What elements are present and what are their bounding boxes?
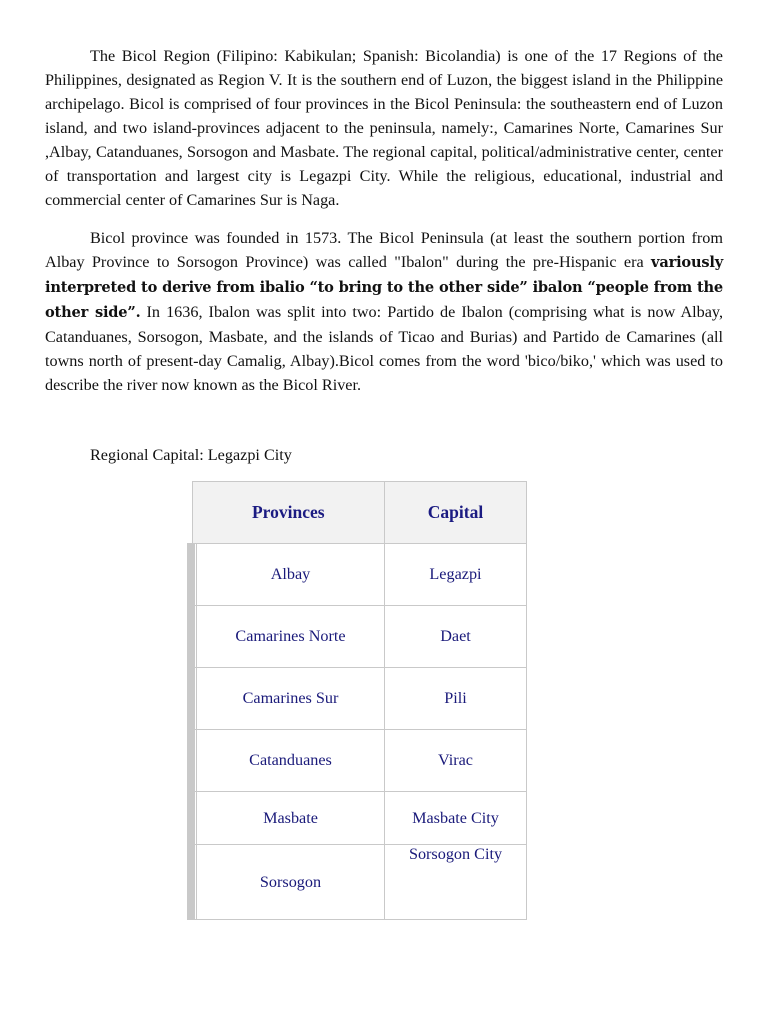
- province-cell: Albay: [192, 544, 385, 606]
- province-cell: Camarines Sur: [192, 668, 385, 730]
- intro-paragraph: The Bicol Region (Filipino: Kabikulan; Spanish: Bicolandia) is one of the 17 Regions of the Philippines, designated as Region V. It is the southern end of Luzon, the biggest island in the Philippine archipelago. Bicol is comprised of four provinces in the Bicol Peninsula: the southeastern end of Luzon island, and two island-provinces adjacent to the peninsula, namely:, Camarines Norte, Camarines Sur ,Albay, Catanduanes, Sorsogon and Masbate. The regional capital, political/administrative center, center of transportation and largest city is Legazpi City. While the religious, educational, industrial and commercial center of Camarines Sur is Naga.: [45, 47, 723, 209]
- history-text-start: Bicol province was founded in 1573. The Bicol Peninsula (at least the southern portion from Albay Province to Sorsogon Province) was called "Ibalon" during the pre-Hispanic era: [45, 229, 723, 271]
- table-row: [192, 606, 527, 668]
- table-row: [192, 668, 527, 730]
- history-text-bold: variously interpreted to derive from ibalio “to bring to the other side” ibalon “people from the other side”.: [45, 254, 723, 321]
- table-row: [192, 730, 527, 792]
- table-row: [192, 544, 527, 606]
- provinces-table: [187, 481, 527, 920]
- capital-cell: Sorsogon City: [385, 845, 527, 920]
- table-header-row: [192, 482, 527, 544]
- capital-cell: Pili: [385, 668, 527, 730]
- table-row: [192, 845, 527, 920]
- province-cell: Catanduanes: [192, 730, 385, 792]
- capital-cell: Virac: [385, 730, 527, 792]
- table-row: [192, 792, 527, 845]
- provinces-header: Provinces: [192, 482, 385, 544]
- regional-capital-line: Regional Capital: Legazpi City: [90, 446, 292, 464]
- province-cell: Sorsogon: [192, 845, 385, 920]
- capital-cell: Daet: [385, 606, 527, 668]
- capital-cell: Masbate City: [385, 792, 527, 845]
- history-paragraph: [45, 226, 723, 397]
- capital-header: Capital: [385, 482, 527, 544]
- capital-cell: Legazpi: [385, 544, 527, 606]
- province-cell: Camarines Norte: [192, 606, 385, 668]
- province-cell: Masbate: [192, 792, 385, 845]
- history-text-end: In 1636, Ibalon was split into two: Partido de Ibalon (comprising what is now Albay, Catanduanes, Sorsogon, Masbate, and the islands of Ticao and Burias) and Partido de Camarines (all towns north of present-day Camalig, Albay).Bicol comes from the word 'bico/biko,' which was used to describe the river now known as the Bicol River.: [45, 303, 724, 394]
